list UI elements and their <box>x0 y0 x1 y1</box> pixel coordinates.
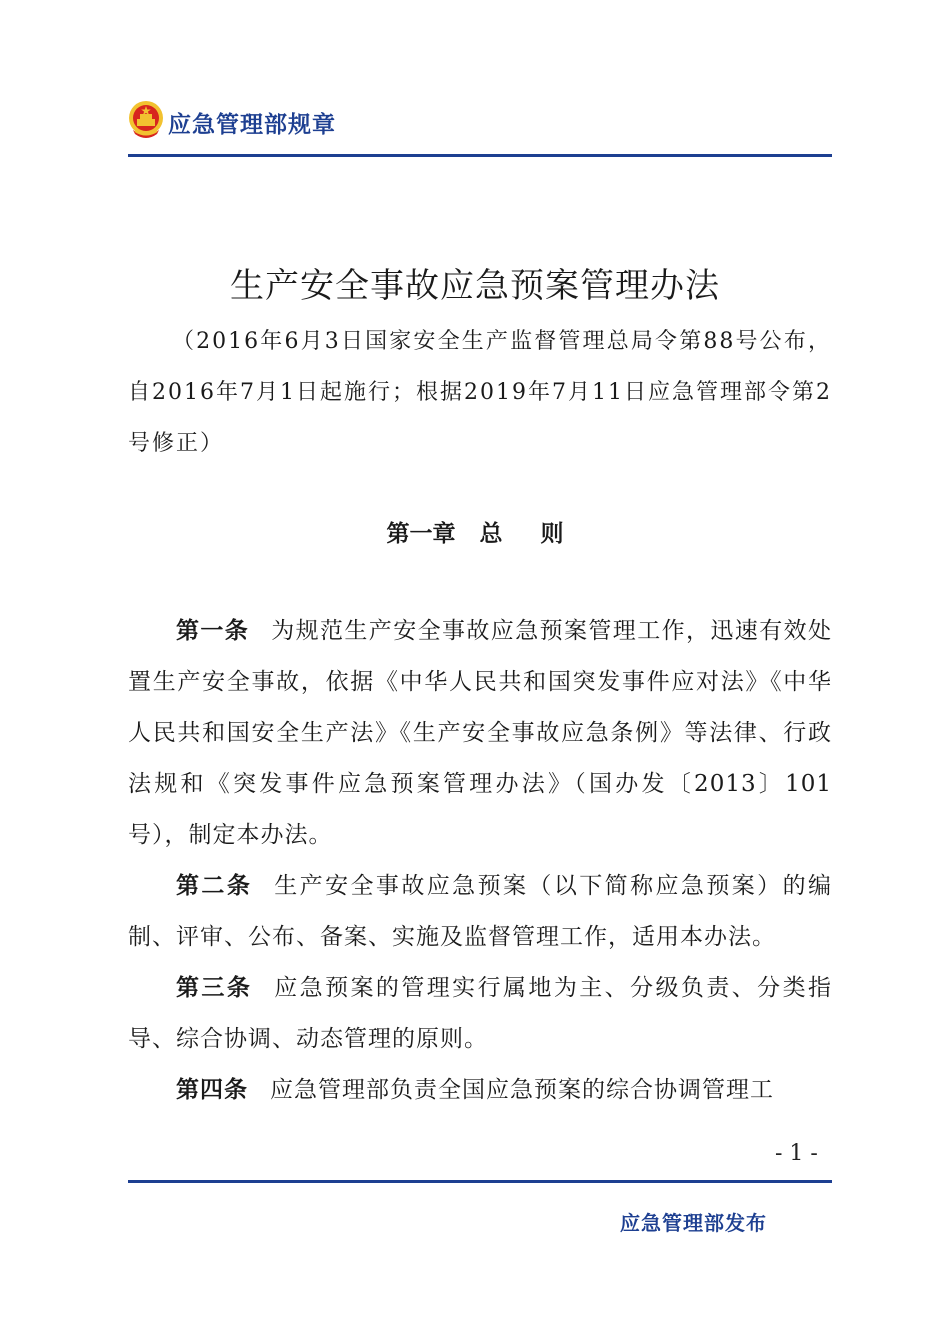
article-2 <box>128 861 832 963</box>
article-number: 第二条 <box>176 873 253 899</box>
article-text: 应急预案的管理实行属地为主、分级负责、分类指导、综合协调、动态管理的原则。 <box>128 975 832 1052</box>
article-4 <box>128 1065 832 1116</box>
article-text: 生产安全事故应急预案（以下简称应急预案）的编制、评审、公布、备案、实施及监督管理工作，适用本办法。 <box>128 873 832 950</box>
article-text: 为规范生产安全事故应急预案管理工作，迅速有效处置生产安全事故，依据《中华人民共和国突发事件应对法》《中华人民共和国安全生产法》《生产安全事故应急条例》等法律、行政法规和《突发事件应急预案管理办法》（国办发〔2013〕101号），制定本办法。 <box>128 618 833 848</box>
footer-divider <box>128 1180 832 1183</box>
chapter-name-part-2: 则 <box>540 521 564 547</box>
article-text: 应急管理部负责全国应急预案的综合协调管理工 <box>270 1077 774 1103</box>
article-3 <box>128 963 832 1065</box>
article-number: 第四条 <box>176 1077 248 1103</box>
article-1 <box>128 606 832 861</box>
national-emblem-icon <box>128 100 164 140</box>
document-title: 生产安全事故应急预案管理办法 <box>230 266 720 306</box>
chapter-heading <box>0 515 950 548</box>
header-divider <box>128 154 832 157</box>
article-list <box>128 606 832 1116</box>
page-header <box>128 100 832 158</box>
article-number: 第三条 <box>176 975 253 1001</box>
page-number: - 1 - <box>775 1141 818 1166</box>
header-title: 应急管理部规章 <box>168 112 336 138</box>
footer-publisher: 应急管理部发布 <box>620 1211 767 1235</box>
chapter-number: 第一章 <box>386 521 456 547</box>
chapter-name-part-1: 总 <box>479 521 503 547</box>
article-number: 第一条 <box>176 618 250 644</box>
document-preamble: （2016年6月3日国家安全生产监督管理总局令第88号公布，自2016年7月1日起施行；根据2019年7月11日应急管理部令第2号修正） <box>128 329 832 456</box>
